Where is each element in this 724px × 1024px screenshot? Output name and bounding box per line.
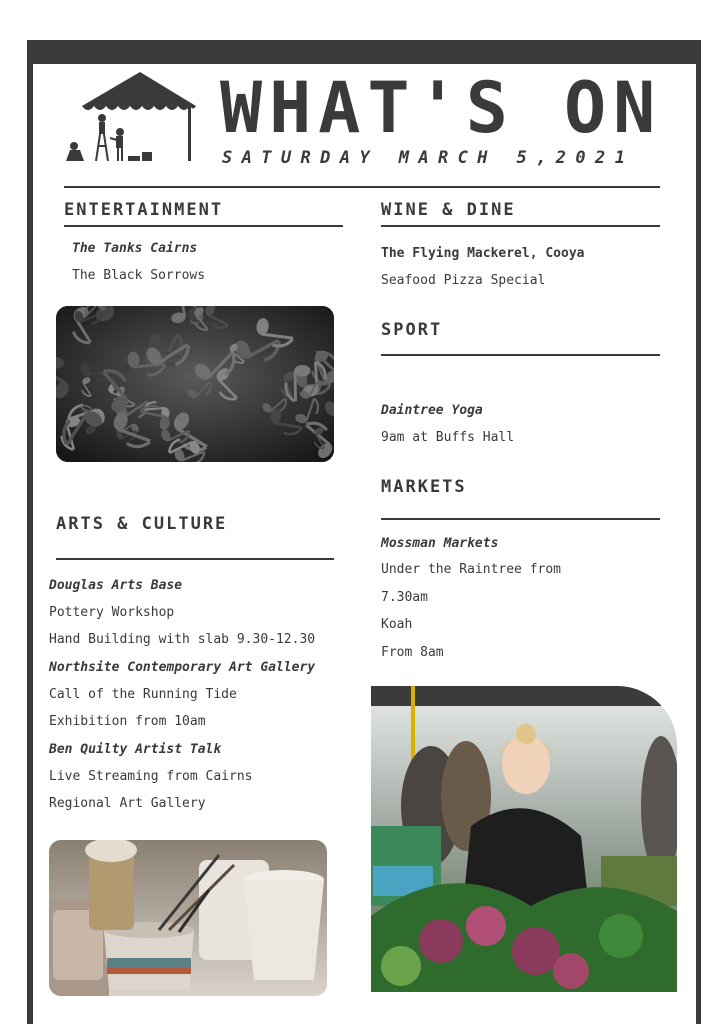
entertainment-divider xyxy=(64,225,343,227)
arts-divider xyxy=(56,558,334,560)
arts-heading: ARTS & CULTURE xyxy=(56,514,228,534)
arts-venue-douglas: Douglas Arts Base xyxy=(49,578,183,593)
arts-line: Live Streaming from Cairns xyxy=(49,769,253,784)
wine-heading: WINE & DINE xyxy=(381,200,516,220)
event-date: SATURDAY MARCH 5,2021 xyxy=(222,148,635,168)
arts-line: Call of the Running Tide xyxy=(49,687,237,702)
sport-heading: SPORT xyxy=(381,320,443,340)
music-notes-graphic xyxy=(56,306,334,462)
header-divider xyxy=(64,186,660,188)
markets-line: Koah xyxy=(381,617,413,632)
entertainment-detail: The Black Sorrows xyxy=(72,268,206,283)
sport-venue: Daintree Yoga xyxy=(381,403,483,418)
markets-venue: Mossman Markets xyxy=(381,536,499,551)
wine-divider xyxy=(381,225,660,227)
sport-divider xyxy=(381,354,660,356)
markets-heading: MARKETS xyxy=(381,477,467,497)
music-notes-photo xyxy=(56,306,334,462)
markets-line: 7.30am xyxy=(381,590,428,605)
arts-line: Pottery Workshop xyxy=(49,605,175,620)
page-title: WHAT'S ON xyxy=(220,67,663,149)
arts-line: Regional Art Gallery xyxy=(49,796,206,811)
market-shopper-photo xyxy=(371,686,677,992)
markets-divider xyxy=(381,518,660,520)
wine-venue: The Flying Mackerel, Cooya xyxy=(381,246,585,261)
entertainment-venue: The Tanks Cairns xyxy=(72,241,198,256)
arts-venue-northsite: Northsite Contemporary Art Gallery xyxy=(49,660,316,675)
paint-brushes-pottery-photo xyxy=(49,840,327,996)
sport-detail: 9am at Buffs Hall xyxy=(381,430,515,445)
markets-line: From 8am xyxy=(381,645,444,660)
market-tent-icon xyxy=(60,66,200,166)
arts-line: Exhibition from 10am xyxy=(49,714,206,729)
pottery-graphic xyxy=(49,840,327,996)
arts-line: Hand Building with slab 9.30-12.30 xyxy=(49,632,316,647)
arts-venue-quilty: Ben Quilty Artist Talk xyxy=(49,742,222,757)
wine-detail: Seafood Pizza Special xyxy=(381,273,546,288)
market-graphic xyxy=(371,686,677,992)
entertainment-heading: ENTERTAINMENT xyxy=(64,200,224,220)
markets-line: Under the Raintree from xyxy=(381,562,562,577)
